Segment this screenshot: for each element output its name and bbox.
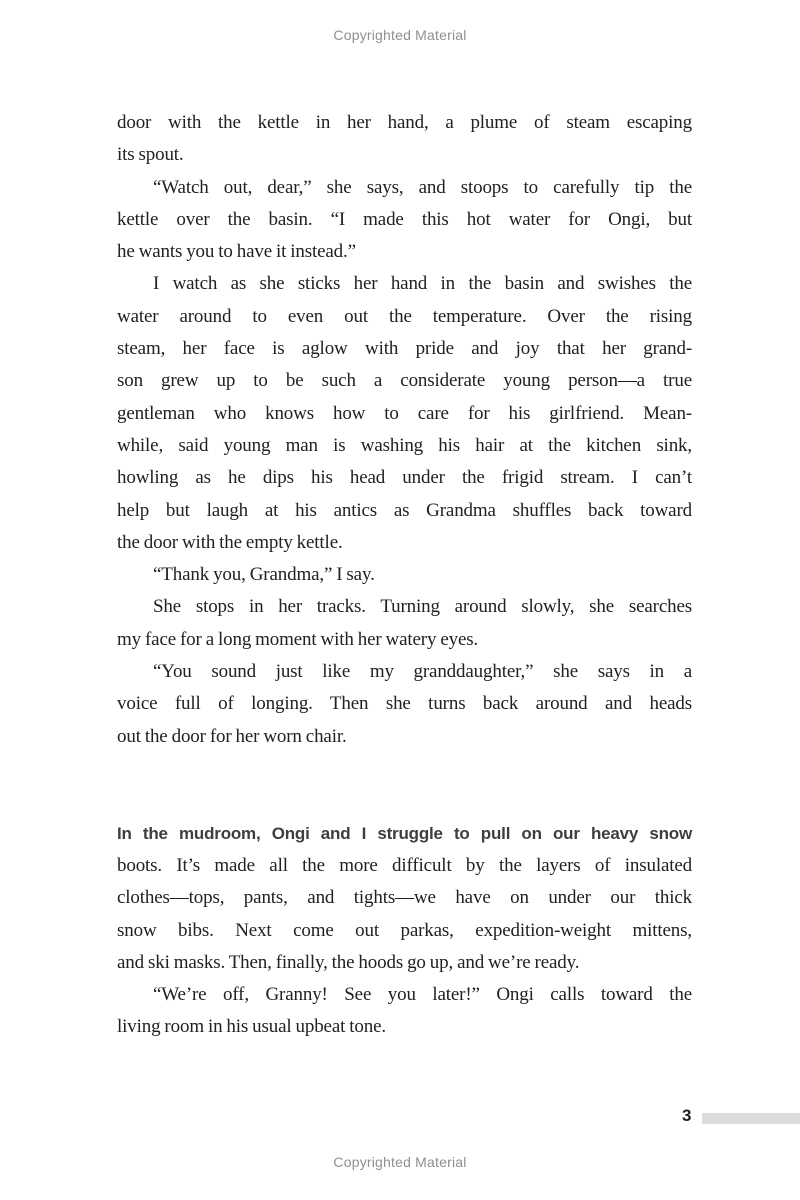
text-line: kettle over the basin. “I made this hot water for Ongi, but <box>117 208 692 230</box>
text-line: son grew up to be such a considerate young person—a true <box>117 370 692 392</box>
text-line: “You sound just like my granddaughter,” she says in a <box>153 661 692 683</box>
text-line: and ski masks. Then, finally, the hoods go up, and we’re ready. <box>117 951 580 973</box>
paragraph <box>117 559 692 591</box>
paragraph <box>117 591 692 656</box>
text-line: its spout. <box>117 144 184 166</box>
copyright-notice-top: Copyrighted Material <box>333 27 467 43</box>
page-number-bar <box>702 1113 800 1124</box>
text-line: voice full of longing. Then she turns back around and heads <box>117 693 692 715</box>
copyright-notice-bottom: Copyrighted Material <box>333 1154 467 1170</box>
text-line: while, said young man is washing his hair at the kitchen sink, <box>117 434 692 456</box>
text-line: “We’re off, Granny! See you later!” Ongi calls toward the <box>153 984 692 1006</box>
paragraph <box>117 172 692 269</box>
paragraph <box>117 268 692 559</box>
text-line: clothes—tops, pants, and tights—we have on under our thick <box>117 887 692 909</box>
text-line: howling as he dips his head under the frigid stream. I can’t <box>117 467 692 489</box>
text-line: door with the kettle in her hand, a plume of steam escaping <box>117 112 692 133</box>
body-text <box>117 107 692 1044</box>
text-line: water around to even out the temperature. Over the rising <box>117 305 692 327</box>
paragraph <box>117 107 692 172</box>
paragraph <box>117 979 692 1044</box>
text-line: living room in his usual upbeat tone. <box>117 1016 386 1038</box>
paragraph <box>117 818 692 979</box>
text-line: help but laugh at his antics as Grandma shuffles back toward <box>117 499 692 521</box>
text-line: my face for a long moment with her watery eyes. <box>117 628 479 650</box>
page-number: 3 <box>682 1106 691 1125</box>
text-line: She stops in her tracks. Turning around slowly, she searches <box>153 596 692 618</box>
text-line: snow bibs. Next come out parkas, expedition-weight mittens, <box>117 919 692 941</box>
text-line: “Thank you, Grandma,” I say. <box>153 564 375 586</box>
paragraph <box>117 656 692 753</box>
text-line: steam, her face is aglow with pride and joy that her grand- <box>117 338 692 360</box>
text-line: “Watch out, dear,” she says, and stoops to carefully tip the <box>153 176 692 198</box>
text-line: out the door for her worn chair. <box>117 725 347 747</box>
text-line: the door with the empty kettle. <box>117 531 343 553</box>
text-line: he wants you to have it instead.” <box>117 241 356 263</box>
text-line: I watch as she sticks her hand in the basin and swishes the <box>153 273 692 295</box>
section-lead-line: In the mudroom, Ongi and I struggle to pull on our heavy snow <box>117 823 692 843</box>
text-line: gentleman who knows how to care for his girlfriend. Mean- <box>117 402 692 424</box>
text-line: boots. It’s made all the more difficult by the layers of insulated <box>117 854 692 876</box>
